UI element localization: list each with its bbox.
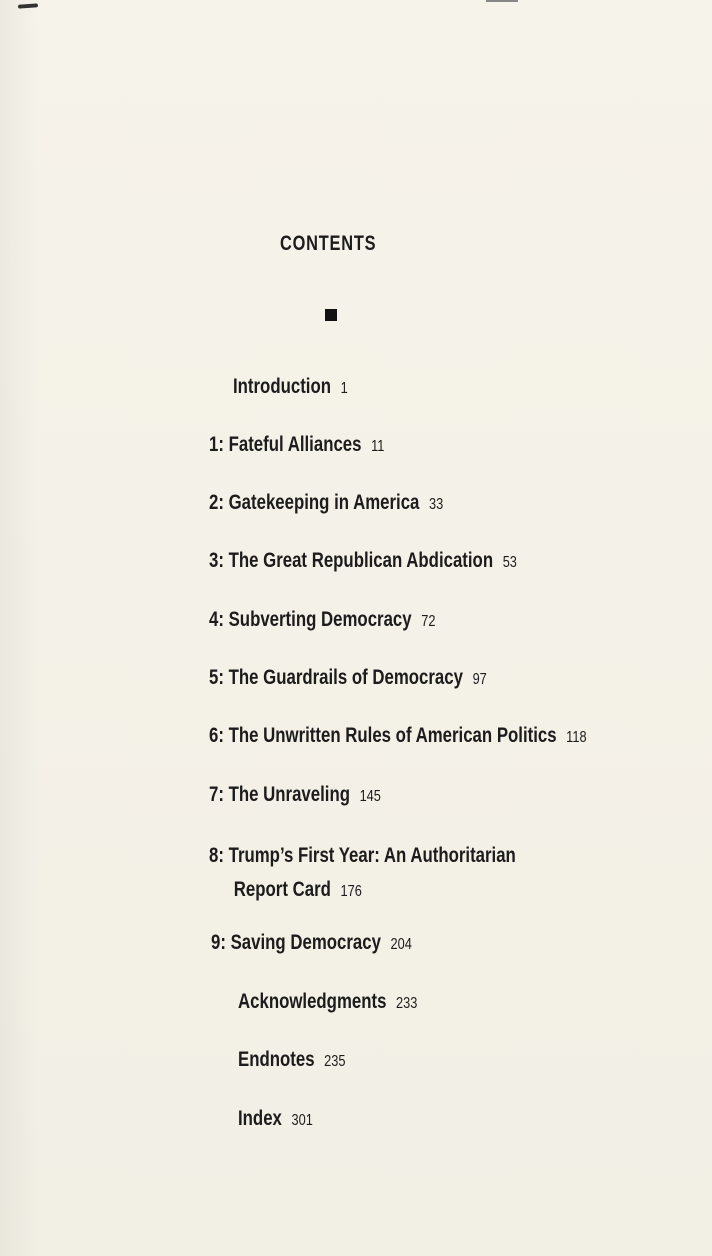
toc-entry-page: 301 (291, 1112, 313, 1129)
toc-entry-page: 235 (324, 1053, 346, 1070)
toc-entry-page: 33 (428, 496, 444, 513)
toc-entry-page: 118 (566, 729, 587, 746)
square-ornament-icon (325, 309, 337, 321)
toc-entry-index (238, 1106, 313, 1134)
toc-entry-page: 233 (396, 995, 418, 1012)
page-title: CONTENTS (280, 232, 377, 255)
toc-entry-label: 5: The Guardrails of Democracy (209, 666, 463, 689)
toc-entry-chapter-8 (209, 840, 516, 908)
toc-entry-chapter-6 (209, 723, 587, 751)
toc-entry-label: 8: Trump’s First Year: An Authoritarian (209, 844, 516, 867)
toc-entry-chapter-2 (209, 490, 443, 518)
toc-entry-label: 4: Subverting Democracy (209, 608, 412, 631)
edge-mark (18, 3, 38, 8)
toc-entry-label: Acknowledgments (238, 990, 387, 1013)
toc-entry-label: 7: The Unraveling (209, 783, 350, 806)
toc-entry-chapter-7 (209, 782, 381, 810)
toc-entry-label: Endnotes (238, 1048, 315, 1071)
toc-entry-page: 176 (340, 883, 362, 900)
toc-entry-label: 6: The Unwritten Rules of American Politics (209, 724, 557, 747)
toc-entry-page: 145 (359, 788, 381, 805)
toc-entry-label: 2: Gatekeeping in America (209, 491, 420, 514)
toc-entry-page: 11 (371, 438, 385, 455)
toc-entry-page: 1 (340, 380, 348, 397)
toc-entry-label: 1: Fateful Alliances (209, 433, 362, 456)
toc-entry-label: 3: The Great Republican Abdication (209, 549, 494, 572)
toc-entry-page: 53 (502, 554, 517, 571)
toc-entry-chapter-3 (209, 548, 517, 576)
toc-entry-label: Report Card (233, 878, 331, 901)
toc-entry-chapter-5 (209, 665, 487, 693)
toc-entry-page: 97 (472, 671, 487, 688)
toc-entry-acknowledgments (238, 989, 417, 1017)
toc-entry-introduction (233, 374, 348, 402)
toc-entry-label: 9: Saving Democracy (211, 931, 381, 954)
toc-entry-chapter-9 (211, 930, 412, 958)
toc-entry-page: 72 (421, 613, 436, 630)
edge-mark (486, 0, 518, 2)
toc-entry-label: Introduction (233, 375, 331, 398)
toc-entry-chapter-1 (209, 432, 384, 460)
toc-entry-endnotes (238, 1047, 346, 1075)
toc-entry-page: 204 (390, 936, 412, 953)
toc-entry-line2 (234, 874, 516, 908)
toc-entry-chapter-4 (209, 607, 435, 635)
toc-entry-label: Index (238, 1107, 282, 1130)
